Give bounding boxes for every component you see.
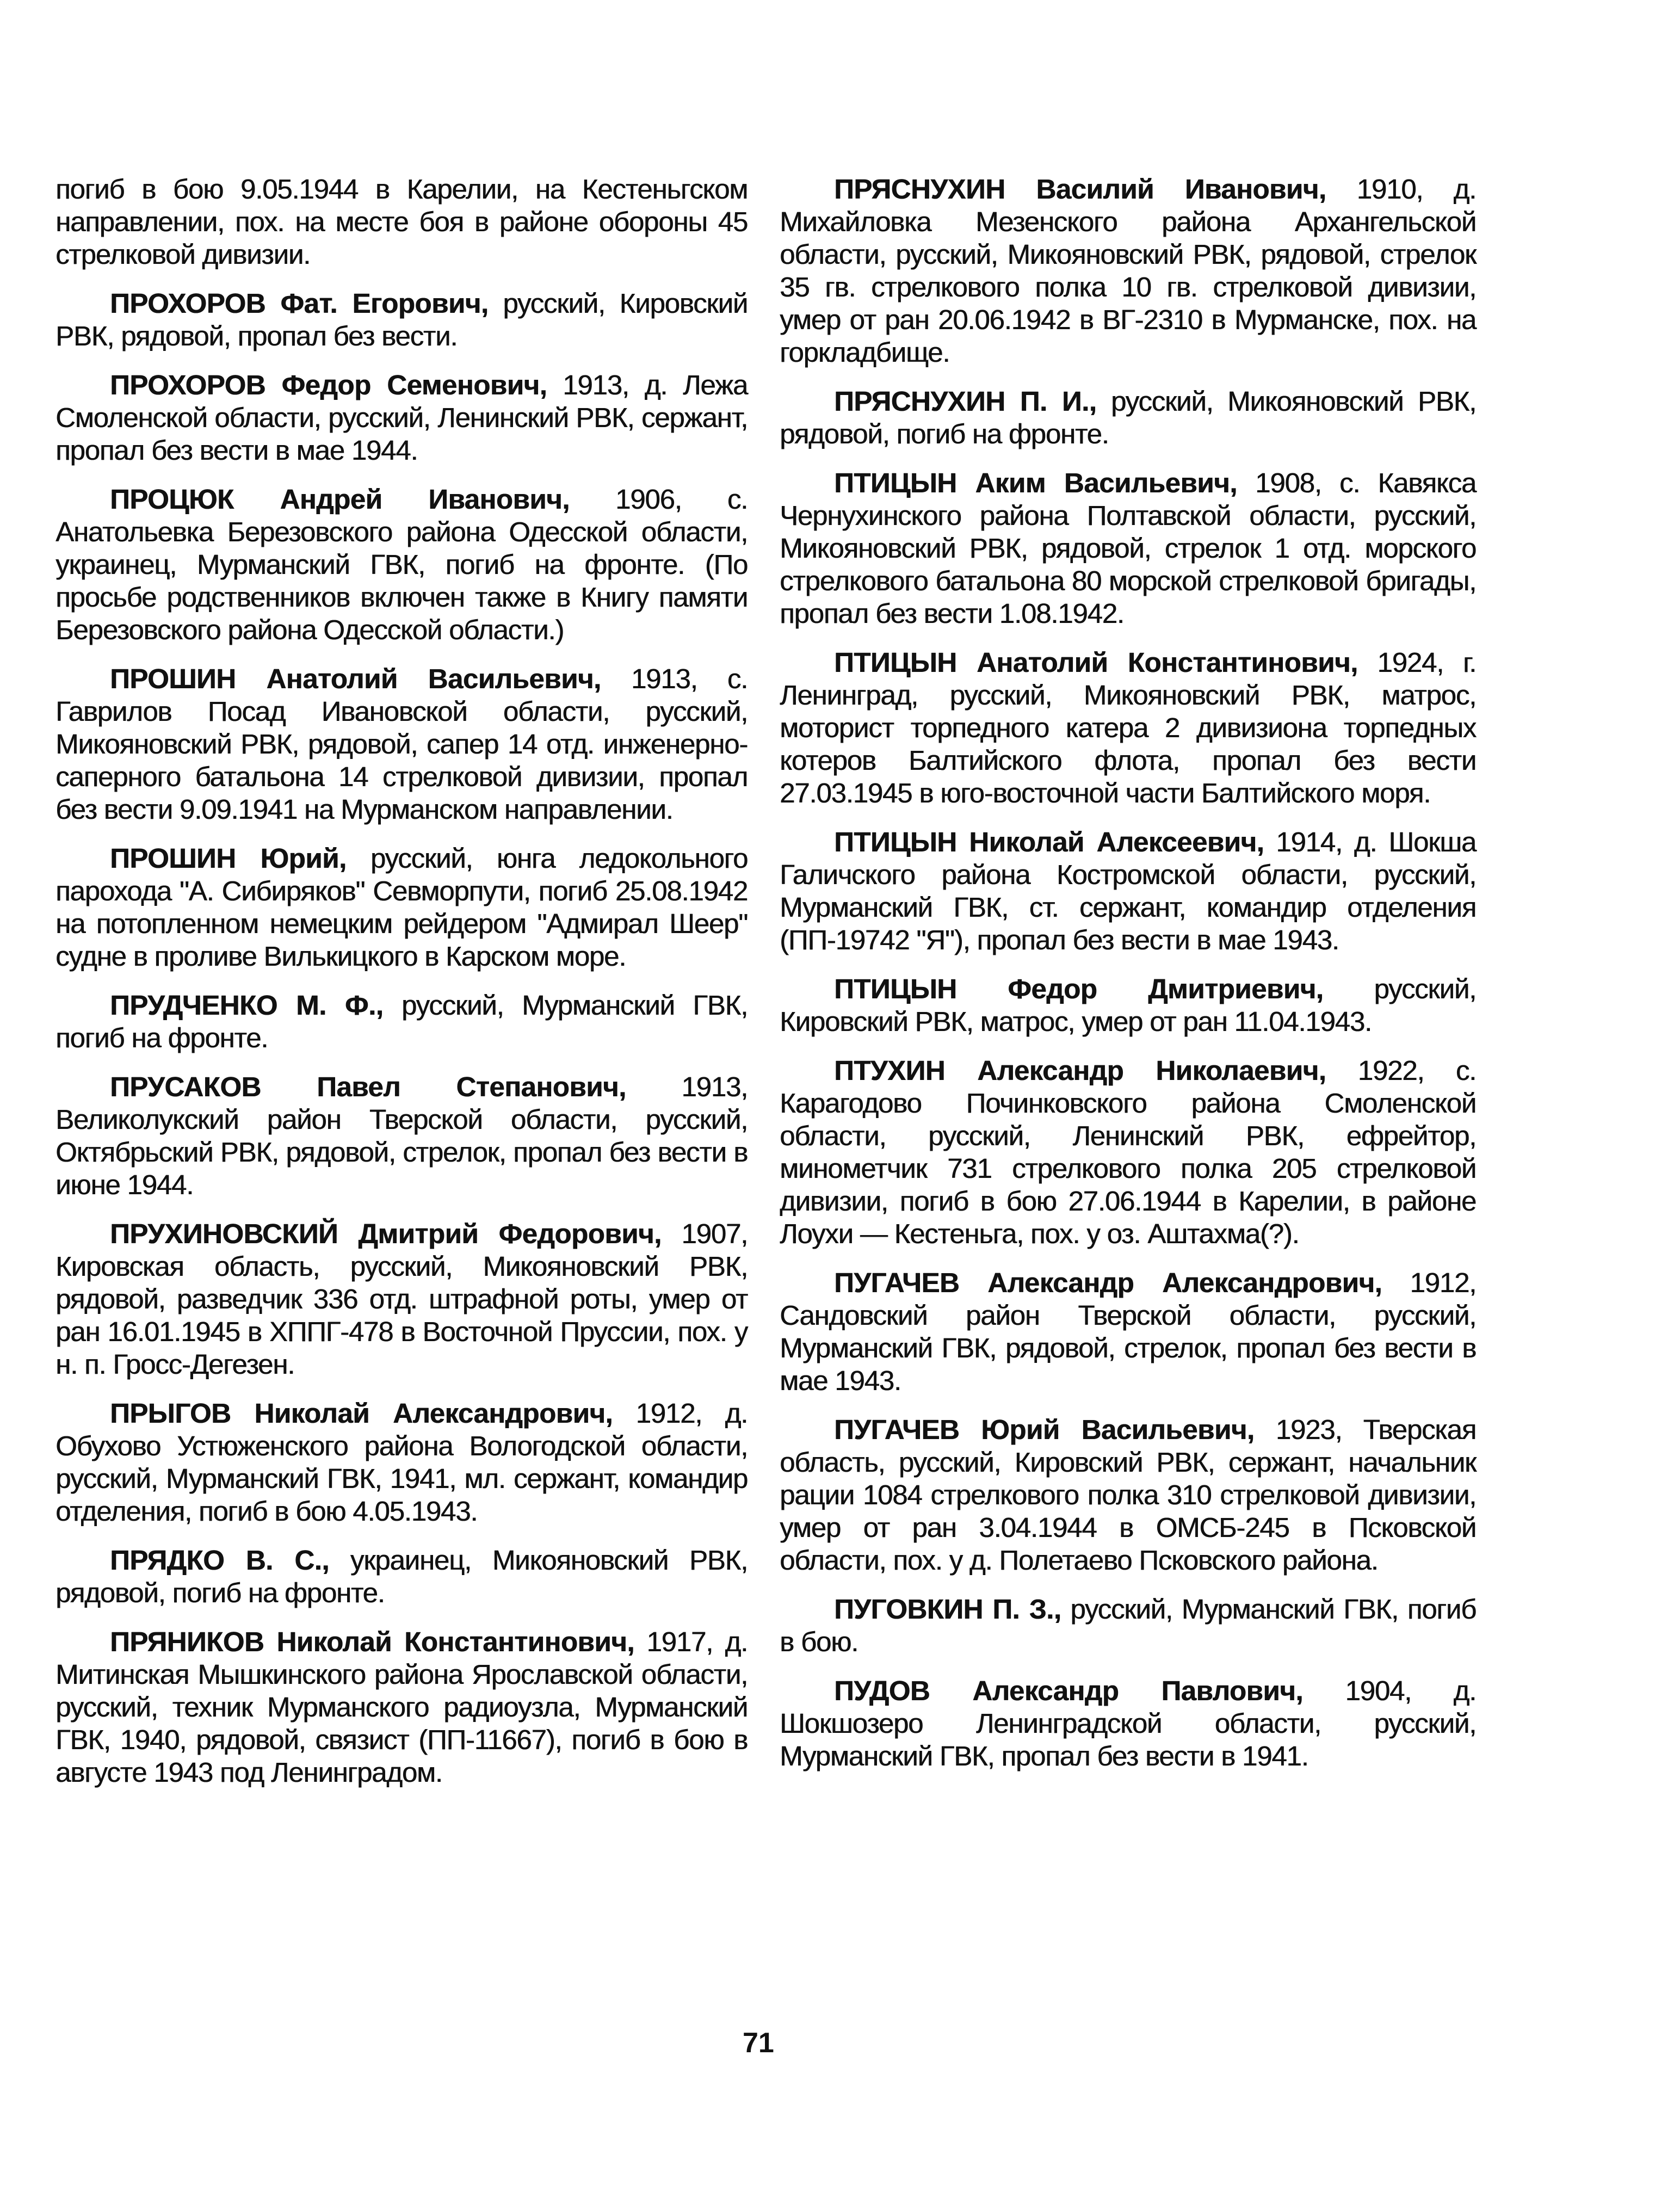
entry-name: ПРОШИН Юрий,	[110, 843, 347, 874]
entry-details: 1923, Тверская область, русский, Кировский РВК, сержант, начальник рации 1084 стрелкового полка 310 стрелковой дивизии, умер от ран 3.04.1944 в ОМСБ-245 в Псковской области, пох. у д. Полетаево Псковского района.	[780, 1414, 1476, 1576]
memorial-entry	[55, 1218, 748, 1381]
entry-name: ПРЯДКО В. С.,	[110, 1545, 329, 1576]
entry-details: русский, юнга ледокольного парохода "А. Сибиряков" Севморпути, погиб 25.08.1942 на потопленном немецким рейдером "Адмирал Шеер" судне в проливе Вилькицкого в Карском море.	[55, 843, 748, 972]
entry-details: 1910, д. Михайловка Мезенского района Архангельской области, русский, Микояновский РВК, рядовой, стрелок 35 гв. стрелкового полка 10 гв. стрелковой дивизии, умер от ран 20.06.1942 в ВГ-2310 в Мурманске, пох. на горкладбище.	[780, 174, 1476, 368]
memorial-entry	[55, 1626, 748, 1789]
memorial-entry	[780, 973, 1476, 1038]
entry-details: 1912, Сандовский район Тверской области, русский, Мурманский ГВК, рядовой, стрелок, пропал без вести в мае 1943.	[780, 1267, 1476, 1396]
memorial-entry	[780, 826, 1476, 956]
memorial-entry	[55, 663, 748, 826]
memorial-entry	[780, 1414, 1476, 1577]
entry-details: 1908, с. Кавякса Чернухинского района Полтавской области, русский, Микояновский РВК, рядовой, стрелок 1 отд. морского стрелкового батальона 80 морской стрелковой бригады, пропал без вести 1.08.1942.	[780, 467, 1476, 629]
entry-details: русский, Кировский РВК, матрос, умер от ран 11.04.1943.	[780, 973, 1476, 1037]
entry-name: ПТИЦЫН Аким Васильевич,	[834, 467, 1237, 498]
entry-name: ПТИЦЫН Анатолий Константинович,	[834, 647, 1358, 678]
entry-details: украинец, Микояновский РВК, рядовой, погиб на фронте.	[55, 1545, 748, 1608]
entry-name: ПРОХОРОВ Фат. Егорович,	[110, 288, 489, 319]
entry-details: 1924, г. Ленинград, русский, Микояновский РВК, матрос, моторист торпедного катера 2 дивизиона торпедных котеров Балтийского флота, пропал без вести 27.03.1945 в юго-восточной части Балтийского моря.	[780, 647, 1476, 808]
entry-name: ПУДОВ Александр Павлович,	[834, 1675, 1303, 1706]
memorial-entry	[55, 369, 748, 467]
entry-details: погиб в бою 9.05.1944 в Карелии, на Кестеньгском направлении, пох. на месте боя в районе обороны 45 стрелковой дивизии.	[55, 174, 748, 270]
right-text-column	[780, 173, 1476, 1789]
entry-name: ПРЫГОВ Николай Александрович,	[110, 1398, 613, 1429]
entry-name: ПТИЦЫН Николай Алексеевич,	[834, 826, 1264, 857]
entry-details: русский, Кировский РВК, рядовой, пропал без вести.	[55, 288, 748, 351]
entry-details: 1912, д. Обухово Устюженского района Вологодской области, русский, Мурманский ГВК, 1941, мл. сержант, командир отделения, погиб в бою 4.05.1943.	[55, 1398, 748, 1527]
entry-details: 1907, Кировская область, русский, Микояновский РВК, рядовой, разведчик 336 отд. штрафной роты, умер от ран 16.01.1945 в ХППГ-478 в Восточной Пруссии, пох. у н. п. Гросс-Дегезен.	[55, 1218, 748, 1380]
memorial-entry	[55, 483, 748, 646]
memorial-entry	[780, 1054, 1476, 1250]
entry-name: ПРУСАКОВ Павел Степанович,	[110, 1071, 626, 1102]
entry-details: русский, Мурманский ГВК, погиб на фронте.	[55, 990, 748, 1053]
entry-details: русский, Микояновский РВК, рядовой, погиб на фронте.	[780, 386, 1477, 449]
entry-name: ПТУХИН Александр Николаевич,	[834, 1055, 1326, 1086]
entry-details: 1906, с. Анатольевка Березовского района Одесской области, украинец, Мурманский ГВК, погиб на фронте. (По просьбе родственников включен также в Книгу памяти Березовского района Одесской области.)	[55, 484, 748, 645]
entry-name: ПРОЦЮК Андрей Иванович,	[110, 484, 570, 515]
entry-name: ПРЯСНУХИН П. И.,	[834, 386, 1097, 417]
memorial-entry	[55, 989, 748, 1054]
memorial-entry	[55, 1071, 748, 1201]
memorial-entry	[780, 1593, 1476, 1658]
memorial-entry	[780, 1675, 1476, 1773]
memorial-entry	[55, 173, 748, 271]
entry-name: ПУГАЧЕВ Александр Александрович,	[834, 1267, 1382, 1298]
left-text-column	[55, 173, 748, 1805]
page-number: 71	[743, 2027, 774, 2059]
entry-details: 1913, д. Лежа Смоленской области, русский, Ленинский РВК, сержант, пропал без вести в мае 1944.	[55, 369, 748, 466]
entry-details: 1904, д. Шокшозеро Ленинградской области, русский, Мурманский ГВК, пропал без вести в 1941.	[780, 1675, 1476, 1772]
memorial-entry	[780, 467, 1476, 630]
entry-name: ПУГАЧЕВ Юрий Васильевич,	[834, 1414, 1255, 1445]
memorial-entry	[780, 646, 1476, 810]
entry-details: 1914, д. Шокша Галичского района Костромской области, русский, Мурманский ГВК, ст. сержант, командир отделения (ПП-19742 "Я"), пропал без вести в мае 1943.	[780, 826, 1476, 955]
entry-name: ПРОХОРОВ Федор Семенович,	[110, 369, 547, 400]
memorial-entry	[780, 385, 1476, 450]
memorial-entry	[55, 287, 748, 353]
entry-name: ПРЯСНУХИН Василий Иванович,	[834, 174, 1326, 205]
entry-details: русский, Мурманский ГВК, погиб в бою.	[780, 1594, 1476, 1657]
entry-name: ПУГОВКИН П. З.,	[834, 1594, 1061, 1625]
entry-details: 1922, с. Карагодово Починковского района Смоленской области, русский, Ленинский РВК, ефрейтор, минометчик 731 стрелкового полка 205 стрелковой дивизии, погиб в бою 27.06.1944 в Карелии, в районе Лоухи — Кестеньга, пох. у оз. Аштахма(?).	[780, 1055, 1476, 1249]
entry-details: 1913, Великолукский район Тверской области, русский, Октябрьский РВК, рядовой, стрелок, пропал без вести в июне 1944.	[55, 1071, 748, 1200]
entry-name: ПРУДЧЕНКО М. Ф.,	[110, 990, 384, 1021]
memorial-entry	[55, 842, 748, 973]
memorial-entry	[55, 1544, 748, 1609]
memorial-entry	[55, 1397, 748, 1528]
memorial-entry	[780, 1267, 1476, 1397]
entry-name: ПРУХИНОВСКИЙ Дмитрий Федорович,	[110, 1218, 662, 1249]
entry-details: 1917, д. Митинская Мышкинского района Ярославской области, русский, техник Мурманского радиоузла, Мурманский ГВК, 1940, рядовой, связист (ПП-11667), погиб в бою в августе 1943 под Ленинградом.	[55, 1626, 748, 1788]
memorial-entry	[780, 173, 1476, 369]
entry-details: 1913, с. Гаврилов Посад Ивановской области, русский, Микояновский РВК, рядовой, сапер 14 отд. инженерно-саперного батальона 14 стрелковой дивизии, пропал без вести 9.09.1941 на Мурманском направлении.	[55, 663, 748, 825]
entry-name: ПРЯНИКОВ Николай Константинович,	[110, 1626, 634, 1657]
entry-name: ПТИЦЫН Федор Дмитриевич,	[834, 973, 1324, 1004]
entry-name: ПРОШИН Анатолий Васильевич,	[110, 663, 601, 694]
